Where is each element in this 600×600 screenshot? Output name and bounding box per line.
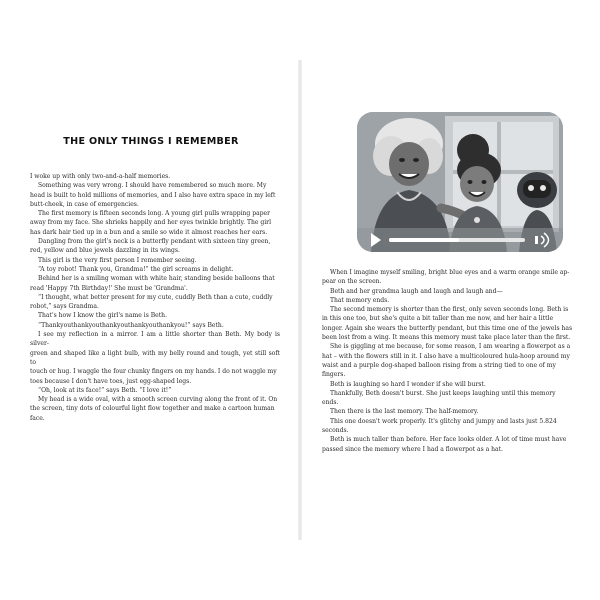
text-line: My head is a wide oval, with a smooth screen curving along the front of it. On bbox=[38, 396, 278, 404]
text-line: Beth and her grandma laugh and laugh and laugh and— bbox=[330, 287, 503, 295]
left-page bbox=[0, 0, 298, 600]
text-line: That's how I know the girl's name is Beth. bbox=[38, 312, 167, 320]
text-line: toes because I don't have toes, just egg-shaped legs. bbox=[30, 377, 192, 385]
text-line: ends. bbox=[322, 399, 339, 407]
text-line: pear on the screen. bbox=[322, 278, 382, 286]
text-line: waist and a purple dog-shaped balloon rising from a string tied to one of my bbox=[322, 361, 556, 369]
text-line: robot,” says Grandma. bbox=[30, 303, 99, 311]
text-line: head is built to hold millions of memories, and I also have extra space in my left bbox=[30, 191, 276, 199]
text-line: When I imagine myself smiling, bright blue eyes and a warm orange smile ap- bbox=[330, 269, 570, 276]
left-page-body bbox=[30, 172, 280, 423]
right-page-body bbox=[322, 268, 576, 454]
text-line: Dangling from the girl's neck is a butterfly pendant with sixteen tiny green, bbox=[38, 238, 271, 246]
text-line: fingers. bbox=[322, 371, 346, 379]
text-line: touch or hug. I waggle the four chunky fingers on my hands. I do not waggle my bbox=[30, 368, 277, 376]
text-line: The second memory is shorter than the first, only seven seconds long. Beth is bbox=[330, 306, 569, 314]
text-line: Then there is the last memory. The half-memory. bbox=[330, 408, 479, 416]
chapter-illustration bbox=[357, 112, 563, 252]
text-line: Beth is much taller than before. Her face looks older. A lot of time must have bbox=[330, 436, 567, 444]
text-line: Behind her is a smiling woman with white hair, standing beside balloons that bbox=[38, 275, 275, 283]
text-line: Something was very wrong. I should have remembered so much more. My bbox=[38, 182, 267, 190]
text-line: hat – with the flowers still in it. I also have a multicoloured hula-hoop around my bbox=[322, 352, 570, 360]
text-line: She is giggling at me because, for some reason, I am wearing a flowerpot as a bbox=[330, 343, 571, 351]
text-line: has dark hair tied up in a bun and a smile so wide it almost reaches her ears. bbox=[30, 228, 268, 236]
text-line: “I thought, what better present for my cute, cuddly Beth than a cute, cuddly bbox=[38, 293, 273, 301]
text-line: red, yellow and blue jewels dazzling in its wings. bbox=[30, 247, 180, 255]
right-page bbox=[302, 0, 600, 600]
text-line: This one doesn't work properly. It's glitchy and jumpy and lasts just 5.824 bbox=[330, 417, 557, 425]
text-line: face. bbox=[30, 414, 45, 422]
text-line: That memory ends. bbox=[330, 296, 390, 304]
text-line: “Thankyouthankyouthankyouthankyouthankyou!” says Beth. bbox=[38, 321, 224, 329]
text-line: been lost from a wing. It means this memory must take place later than the first. bbox=[322, 334, 571, 342]
text-line: The first memory is fifteen seconds long. A young girl pulls wrapping paper bbox=[38, 210, 271, 218]
chapter-title: THE ONLY THINGS I REMEMBER bbox=[63, 136, 239, 147]
text-line: passed since the memory where I had a flowerpot as a hat. bbox=[322, 445, 503, 453]
text-line: seconds. bbox=[322, 427, 349, 435]
text-line: Thankfully, Beth doesn't burst. She just keeps laughing until this memory bbox=[330, 389, 556, 397]
text-line: read 'Happy 7th Birthday!' She must be 'Grandma'. bbox=[30, 284, 188, 292]
text-line: I woke up with only two-and-a-half memories. bbox=[30, 173, 171, 180]
text-line: I see my reflection in a mirror. I am a little shorter than Beth. My body is silver- bbox=[30, 331, 280, 348]
text-line: longer. Again she wears the butterfly pendant, but this time one of the jewels has bbox=[322, 324, 573, 332]
text-line: Beth is laughing so hard I wonder if she will burst. bbox=[330, 380, 486, 388]
text-line: the screen, tiny dots of colourful light flow together and make a cartoon human bbox=[30, 405, 275, 413]
text-line: away from my face. She shrieks happily and her eyes twinkle brightly. The girl bbox=[30, 219, 271, 227]
illustration-graphic bbox=[357, 112, 563, 252]
text-line: “Oh, look at its face!” says Beth. “I love it!” bbox=[38, 386, 172, 394]
text-line: butt-cheek, in case of emergencies. bbox=[30, 200, 139, 208]
text-line: green and shaped like a light bulb, with my belly round and tough, yet still soft to bbox=[30, 349, 280, 366]
text-line: “A toy robot! Thank you, Grandma!” the girl screams in delight. bbox=[38, 265, 234, 273]
text-line: This girl is the very first person I remember seeing. bbox=[38, 256, 197, 264]
text-line: in this one too, but she's quite a bit taller than me now, and her hair a little bbox=[322, 315, 554, 323]
